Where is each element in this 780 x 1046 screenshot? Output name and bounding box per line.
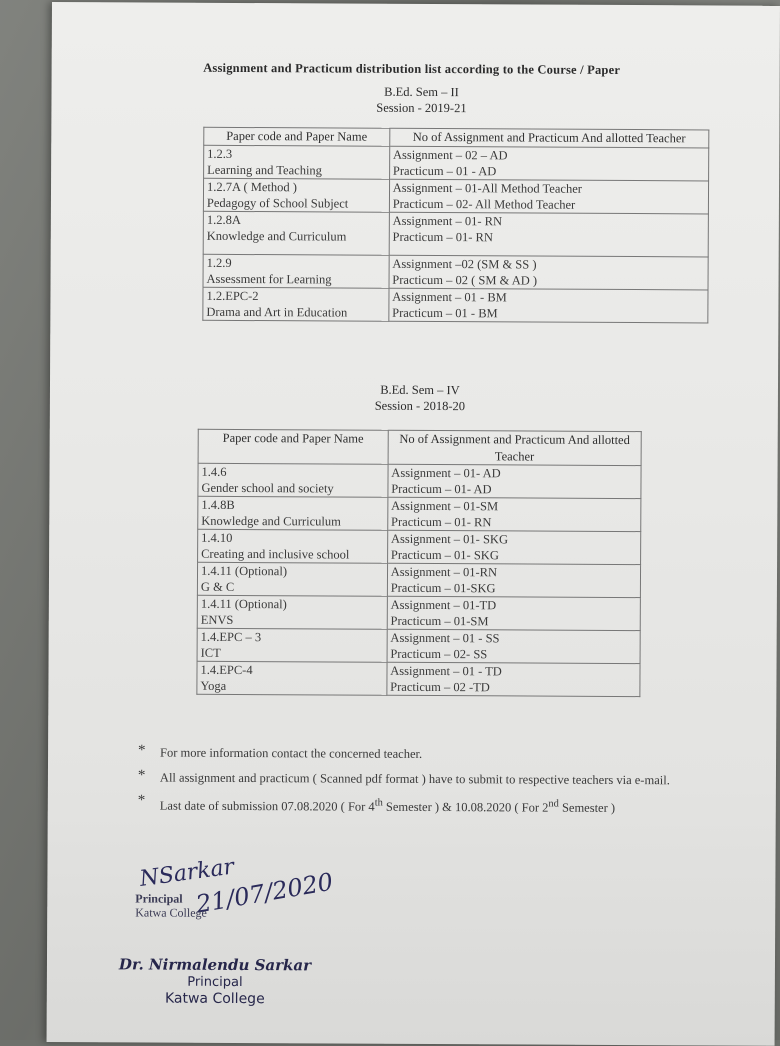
paper-name: Assessment for Learning	[206, 271, 332, 286]
page-heading: Assignment and Practicum distribution list according to the Course / Paper	[203, 60, 621, 77]
practicum-text: Practicum – 02 ( SM & AD )	[392, 272, 538, 288]
assignment-text: Assignment – 01 - SS	[390, 630, 500, 646]
principal-stamp	[135, 891, 207, 919]
header-line: And allotted Teacher	[581, 130, 686, 146]
sem4-header-right	[388, 430, 641, 465]
table-row	[203, 178, 708, 214]
paper-cell	[203, 211, 389, 255]
paper-code: 1.4.10	[201, 530, 233, 545]
paper-code: 1.2.EPC-2	[206, 288, 259, 303]
paper-name: Knowledge and Curriculum	[206, 228, 347, 244]
sem2-header-left	[204, 127, 390, 145]
practicum-text: Practicum – 01 - AD	[392, 163, 497, 178]
practicum-text: Practicum – 01-SKG	[390, 580, 496, 596]
handwritten-signature: NSarkar	[138, 854, 236, 892]
paper-code: 1.2.7A ( Method )	[207, 179, 298, 194]
paper-code: 1.2.8A	[206, 212, 241, 227]
asterisk-bullet: *	[137, 792, 146, 809]
note-text: For more information contact the concerned teacher.	[160, 745, 423, 761]
practicum-text: Practicum – 02 -TD	[390, 679, 490, 695]
allotment-cell	[387, 530, 640, 564]
paper-code: 1.4.6	[201, 464, 227, 479]
allotment-cell	[389, 179, 708, 214]
assignment-text: Assignment – 01-RN	[390, 564, 498, 580]
allotment-cell	[387, 596, 640, 630]
paper-cell	[198, 463, 388, 497]
paper-cell	[198, 496, 388, 530]
allotment-cell	[389, 146, 708, 181]
sem4-table	[196, 429, 641, 697]
header-line: Paper Name	[302, 431, 364, 446]
handwritten-date: 21/07/2020	[193, 867, 336, 919]
notes-list	[138, 744, 738, 825]
asterisk-bullet: *	[137, 767, 146, 784]
table-row	[203, 287, 708, 323]
sem2-title-block	[271, 83, 571, 117]
header-line: And allotted Teacher	[494, 432, 630, 464]
table-row	[198, 496, 641, 531]
allotment-cell	[388, 464, 641, 498]
practicum-text: Practicum – 01- AD	[391, 481, 492, 497]
table-row	[203, 211, 708, 257]
paper-cell	[203, 178, 389, 212]
table-row	[197, 562, 640, 597]
table-row	[203, 254, 708, 290]
note-text	[160, 799, 615, 815]
allotment-cell	[387, 662, 640, 696]
paper-code: 1.4.EPC-4	[200, 662, 253, 678]
paper-code: 1.4.8B	[201, 497, 235, 512]
stamp-college: Katwa College	[135, 905, 207, 920]
practicum-text: Practicum – 02- SS	[390, 646, 488, 662]
assignment-text: Assignment – 01 - TD	[390, 663, 502, 679]
paper-cell	[197, 562, 387, 596]
paper-name: Pedagogy of School Subject	[206, 195, 349, 211]
assignment-text: Assignment – 01 - BM	[392, 289, 507, 304]
paper-code: 1.2.9	[206, 255, 232, 270]
sem2-session: Session - 2019-21	[376, 100, 467, 116]
table-row	[197, 661, 640, 696]
paper-name: Gender school and society	[201, 480, 334, 496]
sem2-table	[202, 127, 709, 323]
practicum-text: Practicum – 01 - BM	[392, 305, 498, 320]
allotment-cell	[389, 255, 708, 290]
allotment-cell	[387, 563, 640, 597]
header-line: Paper code and	[226, 128, 303, 144]
paper-code: 1.4.11 (Optional)	[200, 563, 288, 579]
assignment-text: Assignment – 01-All Method Teacher	[392, 180, 582, 196]
allotment-cell	[389, 288, 708, 323]
header-line: No of Assignment and Practicum	[412, 129, 579, 145]
paper-name: Yoga	[200, 678, 227, 693]
ordinal-suffix: nd	[548, 798, 559, 810]
assignment-text: Assignment –02 (SM & SS )	[392, 256, 537, 272]
header-line: Paper code and	[222, 430, 300, 446]
note-item	[138, 744, 738, 763]
assignment-text: Assignment – 01- AD	[391, 465, 501, 481]
name-stamp	[119, 956, 311, 1008]
stamp-college: Katwa College	[164, 990, 265, 1008]
assignment-text: Assignment – 01-TD	[390, 597, 497, 613]
note-text-part: Semester )	[558, 800, 616, 816]
paper-name: Learning and Teaching	[207, 162, 322, 177]
sem4-header-left	[198, 429, 388, 464]
paper-name: Knowledge and Curriculum	[201, 513, 341, 529]
note-text-part: Semester ) & 10.08.2020 ( For 2	[382, 799, 549, 815]
sem2-header-right	[390, 128, 709, 147]
paper-name: ICT	[200, 645, 221, 660]
sem2-header-row	[204, 127, 709, 147]
assignment-text: Assignment – 01- RN	[392, 213, 503, 228]
paper-name: G & C	[200, 579, 235, 594]
document-page	[47, 2, 780, 1046]
paper-code: 1.2.3	[207, 146, 233, 161]
practicum-text: Practicum – 01- SKG	[390, 547, 499, 563]
assignment-text: Assignment – 01- SKG	[390, 531, 509, 547]
practicum-text: Practicum – 01-SM	[390, 613, 489, 629]
practicum-text: Practicum – 01- RN	[392, 229, 493, 244]
table-row	[198, 463, 641, 498]
note-item	[138, 794, 738, 816]
practicum-text: Practicum – 01- RN	[391, 514, 492, 530]
allotment-cell	[388, 497, 641, 531]
table-row	[197, 628, 640, 663]
paper-name: Drama and Art in Education	[206, 304, 348, 320]
header-line: Paper Name	[305, 129, 368, 144]
asterisk-bullet: *	[138, 742, 146, 759]
sem2-title: B.Ed. Sem – II	[384, 84, 459, 100]
sem4-session: Session - 2018-20	[374, 398, 466, 414]
table-row	[204, 145, 709, 181]
stamp-name: Dr. Nirmalendu Sarkar	[118, 955, 312, 975]
stamp-title: Principal	[187, 974, 243, 991]
note-text-part: Last date of submission 07.08.2020 ( For 4	[159, 798, 375, 814]
paper-code: 1.4.11 (Optional)	[200, 596, 287, 612]
paper-cell	[197, 628, 387, 662]
sem4-header-row	[198, 429, 641, 465]
paper-cell	[203, 287, 389, 321]
header-line: No of Assignment and Practicum	[399, 431, 566, 447]
stamp-title: Principal	[135, 891, 183, 906]
practicum-text: Practicum – 02- All Method Teacher	[392, 196, 576, 212]
assignment-text: Assignment – 02 – AD	[392, 147, 508, 162]
paper-cell	[197, 595, 387, 629]
note-item	[138, 769, 738, 788]
allotment-cell	[389, 212, 708, 257]
sem4-title: B.Ed. Sem – IV	[380, 382, 460, 398]
sem4-title-block	[270, 381, 570, 415]
assignment-text: Assignment – 01-SM	[391, 498, 499, 514]
paper-name: ENVS	[200, 612, 234, 627]
paper-name: Creating and inclusive school	[201, 546, 350, 562]
allotment-cell	[387, 629, 640, 663]
paper-cell	[197, 661, 387, 695]
ordinal-suffix: th	[374, 797, 383, 809]
note-text: All assignment and practicum ( Scanned pdf format ) have to submit to respective teachers via e-mail.	[159, 770, 670, 788]
paper-code: 1.4.EPC – 3	[200, 629, 262, 645]
paper-cell	[198, 529, 388, 563]
table-row	[197, 595, 640, 630]
paper-cell	[204, 145, 390, 179]
table-row	[198, 529, 641, 564]
paper-cell	[203, 254, 389, 288]
